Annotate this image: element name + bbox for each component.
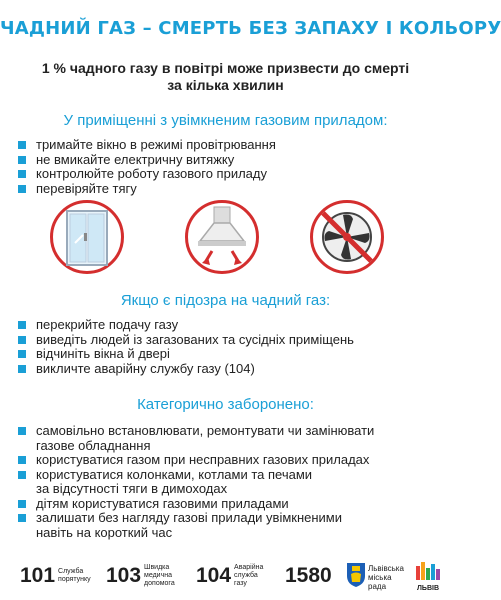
list-item: газове обладнання xyxy=(36,437,151,453)
list-item: дітям користуватися газовими приладами xyxy=(18,497,441,512)
list-item: виведіть людей із загазованих та сусідніх приміщень xyxy=(18,333,441,348)
hotline-103: 103 Швидка медична допомога xyxy=(106,564,175,587)
bullet-icon xyxy=(18,156,26,164)
list-item: не вмикайте електричну витяжку xyxy=(18,153,441,168)
list-item: самовільно встановлювати, ремонтувати чи замінювати xyxy=(18,424,441,439)
list-item: за відсутності тяги в димоходах xyxy=(36,481,228,496)
hotline-1580: 1580 xyxy=(285,564,332,587)
bullet-icon xyxy=(18,141,26,149)
list-item: користуватися газом при несправних газових приладах xyxy=(18,453,441,468)
bullet-icon xyxy=(18,427,26,435)
lviv-logo-icon xyxy=(414,560,442,592)
city-council-label: Львівська міська рада xyxy=(368,564,404,591)
hotline-104: 104 Аварійна служба газу xyxy=(196,564,264,587)
section-heading-suspicion: Якщо є підозра на чадний газ: xyxy=(120,292,331,309)
range-hood-icon xyxy=(185,200,259,274)
lviv-logo-text: ЛЬВІВ xyxy=(417,585,439,592)
coat-of-arms-icon xyxy=(346,562,366,593)
bullet-icon xyxy=(18,321,26,329)
subtitle xyxy=(20,60,431,94)
list-room xyxy=(18,138,441,196)
bullet-icon xyxy=(18,170,26,178)
list-item: відчиніть вікна й двері xyxy=(18,347,441,362)
list-item: залишати без нагляду газові прилади увімкненими xyxy=(18,511,441,526)
bullet-icon xyxy=(18,456,26,464)
list-forbidden xyxy=(18,424,441,540)
section-heading-forbidden: Категорично заборонено: xyxy=(137,396,314,413)
list-item: користуватися колонками, котлами та печами xyxy=(18,468,441,483)
list-item: контролюйте роботу газового приладу xyxy=(18,167,441,182)
list-item: навіть на короткий час xyxy=(36,524,173,540)
list-item: перекрийте подачу газу xyxy=(18,318,441,333)
list-item: тримайте вікно в режимі провітрювання xyxy=(18,138,441,153)
bullet-icon xyxy=(18,500,26,508)
footer xyxy=(0,560,451,600)
section-heading-room: У приміщенні з увімкненим газовим приладом: xyxy=(63,112,388,129)
subtitle-line-1: 1 % чадного газу в повітрі може призвести до смерті xyxy=(41,60,410,76)
bullet-icon xyxy=(18,365,26,373)
icons-row xyxy=(0,200,451,280)
window-icon xyxy=(50,200,124,274)
list-item: перевіряйте тягу xyxy=(18,182,441,197)
bullet-icon xyxy=(18,471,26,479)
list-item: викличте аварійну службу газу (104) xyxy=(18,362,441,377)
list-suspicion xyxy=(18,318,441,376)
bullet-icon xyxy=(18,514,26,522)
bullet-icon xyxy=(18,336,26,344)
bullet-icon xyxy=(18,350,26,358)
hotline-101: 101 Служба порятунку xyxy=(20,564,91,587)
bullet-icon xyxy=(18,185,26,193)
subtitle-line-2: за кілька хвилин xyxy=(167,77,284,93)
fan-forbidden-icon xyxy=(310,200,384,274)
page-title: ЧАДНИЙ ГАЗ – СМЕРТЬ БЕЗ ЗАПАХУ І КОЛЬОРУ xyxy=(0,18,501,39)
